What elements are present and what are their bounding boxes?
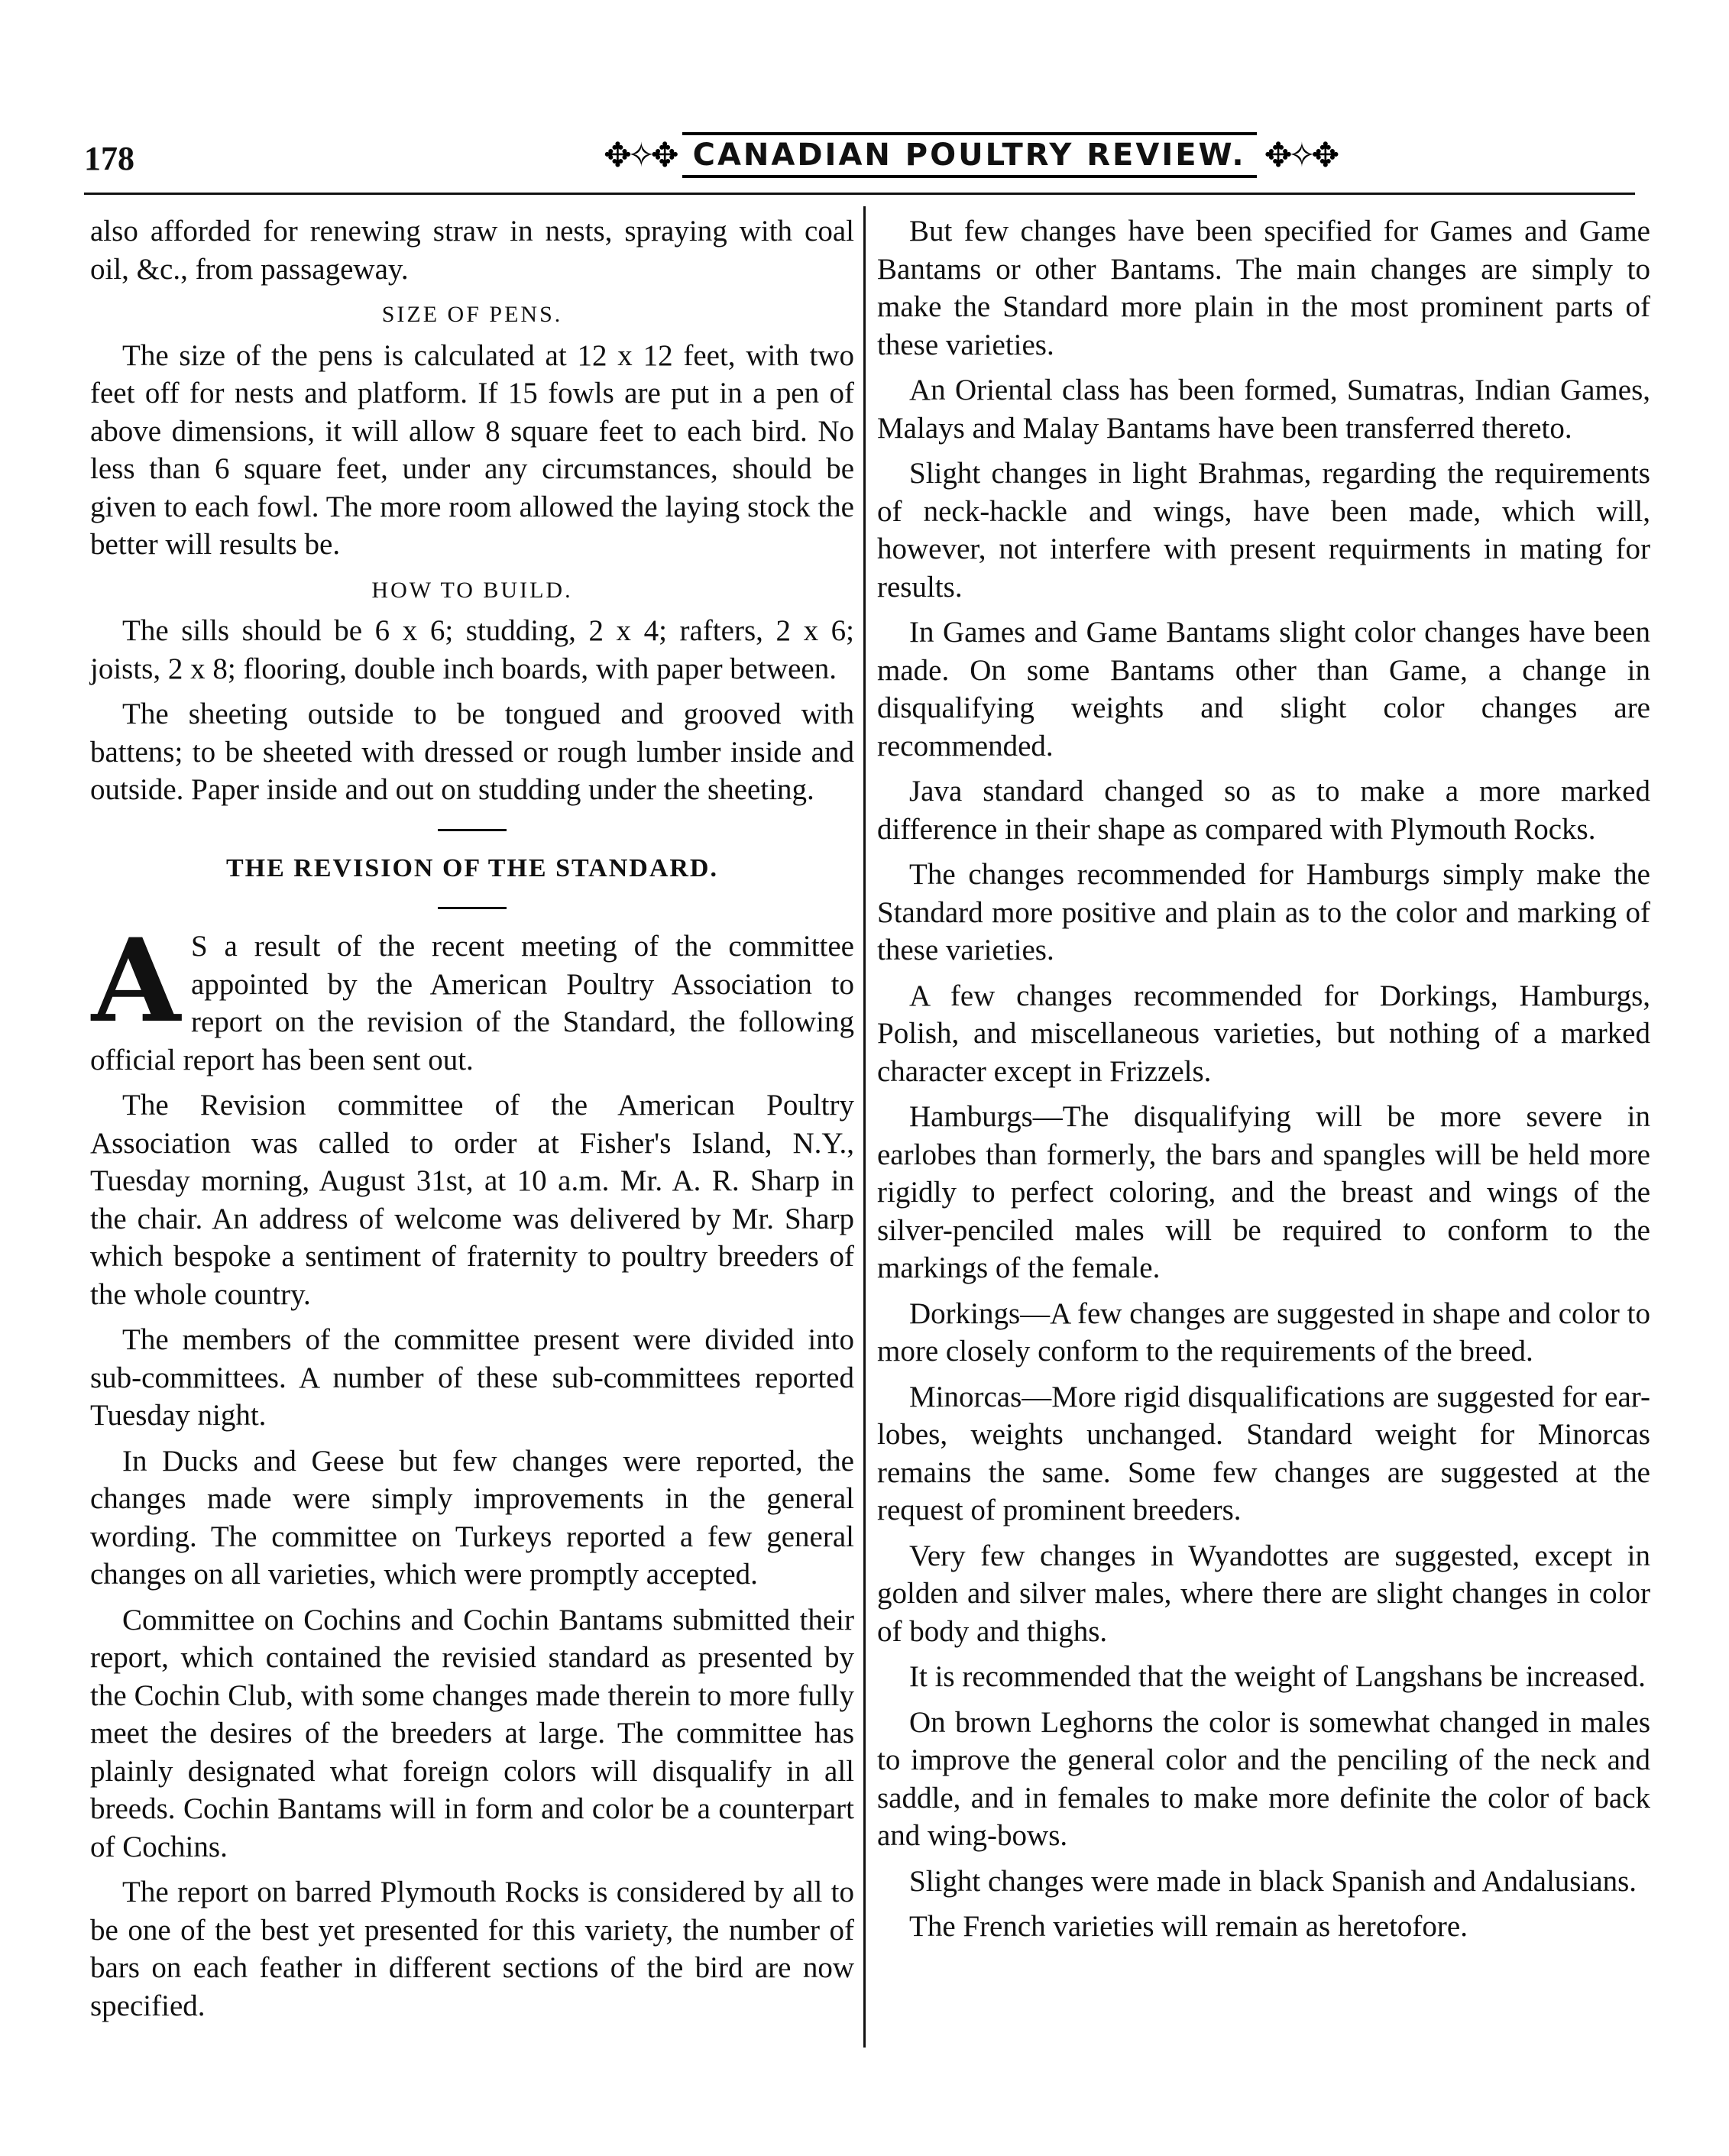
paragraph: S a result of the recent meeting of the committee appointed by the American Poultry Association to report on the revision of the Standard, the following official report has been sent out. xyxy=(90,930,854,1076)
column-divider xyxy=(863,206,866,2048)
header-rule xyxy=(84,193,1635,195)
paragraph: The sheeting outside to be tongued and grooved with battens; to be sheeted with dressed or rough lumber inside and outside. Paper inside and out on studding under the sheeting. xyxy=(90,698,854,806)
divider xyxy=(438,829,507,831)
paragraph: The report on barred Plymouth Rocks is considered by all to be one of the best yet presented for this variety, the number of bars on each feather in different sections of the bird are now specified. xyxy=(90,1876,854,2022)
paragraph: On brown Leghorns the color is somewhat changed in males to improve the general color and the penciling of the neck and saddle, and in females to make more definite the color of back and wing-bows. xyxy=(877,1705,1650,1852)
paragraph: Java standard changed so as to make a more marked difference in their shape as compared with Plymouth Rocks. xyxy=(877,775,1650,846)
paragraph: Hamburgs—The disqualifying will be more severe in earlobes than formerly, the bars and spangles will be held more rigidly to perfect coloring, and the breast and wings of the silver-penciled males will be required to conform to the markings of the female. xyxy=(877,1100,1650,1284)
paragraph: Slight changes were made in black Spanish and Andalusians. xyxy=(909,1864,1637,1898)
paragraph: In Games and Game Bantams slight color changes have been made. On some Bantams other than Game, a change in disqualifying weights and slight color changes are recommended. xyxy=(877,616,1650,762)
left-column xyxy=(90,212,854,2032)
paragraph: also afforded for renewing straw in nests, spraying with coal oil, &c., from passageway. xyxy=(90,215,854,286)
page-number: 178 xyxy=(84,140,134,177)
masthead-title: CANADIAN POULTRY REVIEW. xyxy=(682,132,1257,178)
article-title: THE REVISION OF THE STANDARD. xyxy=(226,853,718,882)
paragraph: It is recommended that the weight of Langshans be increased. xyxy=(909,1660,1646,1693)
drop-cap: A xyxy=(91,914,181,1048)
paragraph: But few changes have been specified for Games and Game Bantams or other Bantams. The main changes are simply to make the Standard more plain in the most prominent parts of these varieties. xyxy=(877,215,1650,361)
paragraph: Dorkings—A few changes are suggested in shape and color to more closely conform to the requirements of the breed. xyxy=(877,1297,1650,1368)
ornament-left-icon: ✥✧✥ xyxy=(604,135,675,175)
paragraph: Committee on Cochins and Cochin Bantams submitted their report, which contained the revisied standard as presented by the Cochin Club, with some changes made therein to more fully meet the desires of the breeders at large. The committee has plainly designated what foreign colors will disqualify in all breeds. Cochin Bantams will in form and color be a counterpart of Cochins. xyxy=(90,1603,854,1863)
paragraph: A few changes recommended for Dorkings, Hamburgs, Polish, and miscellaneous varieties, but nothing of a marked character except in Frizzels. xyxy=(877,979,1650,1088)
lead-paragraph xyxy=(90,914,854,1079)
paragraph: Slight changes in light Brahmas, regarding the requirements of neck-hackle and wings, have been made, which will, however, not interfere with present requirments in mating for results. xyxy=(877,457,1650,604)
paragraph: The French varieties will remain as heretofore. xyxy=(909,1910,1468,1943)
ornament-right-icon: ✥✧✥ xyxy=(1264,135,1336,175)
paragraph: The size of the pens is calculated at 12 x 12 feet, with two feet off for nests and platform. If 15 fowls are put in a pen of above dimensions, it will allow 8 square feet to each bird. No less than 6 square feet, under any circumstances, should be given to each fowl. The more room allowed the laying stock the better will results be. xyxy=(90,338,854,561)
masthead xyxy=(604,128,1335,182)
paragraph: The members of the committee present were divided into sub-committees. A number of these sub-committees reported Tuesday night. xyxy=(90,1323,854,1432)
paragraph: In Ducks and Geese but few changes were reported, the changes made were simply improvements in the general wording. The committee on Turkeys reported a few general changes on all varieties, which were promptly accepted. xyxy=(90,1444,854,1591)
paragraph: The Revision committee of the American Poultry Association was called to order at Fisher's Island, N.Y., Tuesday morning, August 31st, at 10 a.m. Mr. A. R. Sharp in the chair. An address of welcome was delivered by Mr. Sharp which bespoke a sentiment of fraternity to poultry breeders of the whole country. xyxy=(90,1089,854,1311)
page-header xyxy=(84,99,1635,183)
paragraph: An Oriental class has been formed, Sumatras, Indian Games, Malays and Malay Bantams have been transferred thereto. xyxy=(877,374,1650,445)
paragraph: Minorcas—More rigid disqualifications are suggested for ear-lobes, weights unchanged. Standard weight for Minorcas remains the same. Some few changes are suggested at the request of prominent breeders. xyxy=(877,1380,1650,1526)
paragraph: Very few changes in Wyandottes are suggested, except in golden and silver males, where there are slight changes in color of body and thighs. xyxy=(877,1539,1650,1648)
section-heading: HOW TO BUILD. xyxy=(371,577,573,603)
divider xyxy=(438,907,507,909)
section-heading: SIZE OF PENS. xyxy=(381,302,563,327)
paragraph: The changes recommended for Hamburgs simply make the Standard more positive and plain as to the color and marking of these varieties. xyxy=(877,858,1650,966)
paragraph: The sills should be 6 x 6; studding, 2 x 4; rafters, 2 x 6; joists, 2 x 8; flooring, double inch boards, with paper between. xyxy=(90,614,854,685)
right-column xyxy=(877,212,1650,1954)
